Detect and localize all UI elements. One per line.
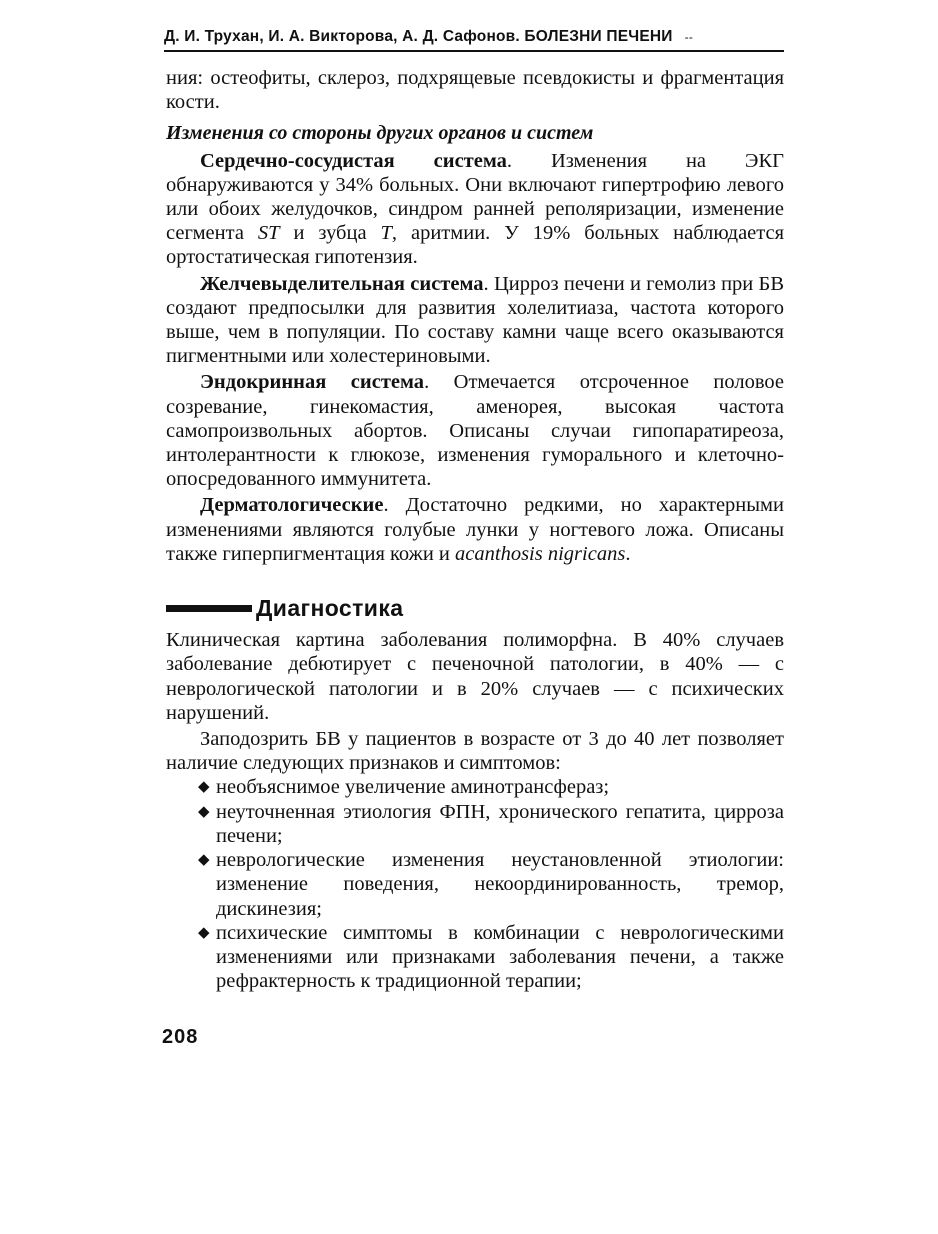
list-item: [166, 848, 784, 921]
list-item: [166, 921, 784, 994]
paragraph-cardio: [166, 149, 784, 270]
paragraph-text: . Изменения на ЭКГ обнаруживаются у 34% больных. Они включают гипертрофию левого или обоих желудочков, синдром ранней реполяризации, изменение сегмента: [166, 149, 784, 245]
page-body: [166, 66, 784, 993]
paragraph-biliary: [166, 272, 784, 369]
section-heading: [166, 596, 784, 620]
paragraph-text: .: [625, 542, 631, 565]
section-intro: Клиническая картина заболевания полиморфна. В 40% случаев заболевание дебютирует с печеночной патологии, в 40% — с неврологической патологии и в 20% случаев — с психических нарушений.: [166, 629, 784, 724]
lead-derm: Дерматологические: [200, 494, 384, 517]
lead-cardio: Сердечно-сосудистая система: [200, 149, 507, 172]
paragraph-text: . Цирроз печени и гемолиз при БВ создают предпосылки для развития холелитиаза, частота которого выше, чем в популяции. По составу камни чаще всего оказываются пигментными или холестериновыми.: [166, 272, 784, 368]
symptom-list: [166, 775, 784, 993]
paragraph-text: . Отмечается отсроченное половое созревание, гинекомастия, аменорея, высокая частота самопроизвольных абортов. Описаны случаи гипопаратиреоза, интолерантности к глюкозе, изменения гуморального и клеточно-опосредованного иммунитета.: [166, 371, 784, 491]
running-title: Д. И. Трухан, И. А. Викторова, А. Д. Сафонов. БОЛЕЗНИ ПЕЧЕНИ: [164, 28, 673, 45]
running-head: [164, 28, 784, 46]
diamond-bullet-icon: ◆: [198, 779, 210, 796]
segment-st: ST: [257, 222, 280, 245]
page-number: 208: [162, 1026, 199, 1048]
list-item-text: неуточненная этиология ФПН, хронического гепатита, цирроза печени;: [216, 800, 784, 847]
paragraph-text: и зубца: [279, 222, 381, 245]
paragraph-text: , аритмии. У 19% больных наблюдается ортостатическая гипотензия.: [166, 222, 785, 269]
list-item-text: необъяснимое увеличение аминотрансфераз;: [216, 776, 610, 799]
header-rule: [164, 50, 784, 52]
diamond-bullet-icon: ◆: [198, 852, 210, 869]
list-item-text: неврологические изменения неустановленной этиологии: изменение поведения, некоординированность, тремор, дискинезия;: [216, 849, 784, 920]
latin-term: acanthosis nigricans: [455, 542, 626, 565]
section-title: Диагностика: [256, 595, 404, 622]
list-item: [166, 800, 784, 848]
wave-t: T: [380, 222, 392, 245]
paragraph-endocrine: [166, 370, 784, 491]
diamond-bullet-icon: ◆: [198, 924, 210, 941]
diamond-bullet-icon: ◆: [198, 803, 210, 820]
list-item-text: психические симптомы в комбинации с неврологическими изменениями или признаками заболевания печени, а также рефрактерность к традиционной терапии;: [216, 921, 784, 993]
paragraph-derm: [166, 493, 784, 566]
list-item: [166, 775, 784, 799]
continuation-paragraph: ния: остеофиты, склероз, подхрящевые псевдокисты и фрагментация кости.: [166, 67, 784, 114]
lead-biliary: Желчевыделительная система: [200, 272, 484, 295]
section-bar: [166, 605, 252, 612]
section-lead-in: Заподозрить БВ у пациентов в возрасте от 3 до 40 лет позволяет наличие следующих признаков и симптомов:: [166, 728, 784, 775]
subheading: Изменения со стороны других органов и систем: [166, 122, 594, 145]
header-mark: --: [684, 30, 694, 44]
paragraph-text: . Достаточно редкими, но характерными изменениями являются голубые лунки у ногтевого ложа. Описаны также гиперпигментация кожи и: [166, 494, 784, 565]
lead-endocrine: Эндокринная система: [200, 371, 425, 394]
